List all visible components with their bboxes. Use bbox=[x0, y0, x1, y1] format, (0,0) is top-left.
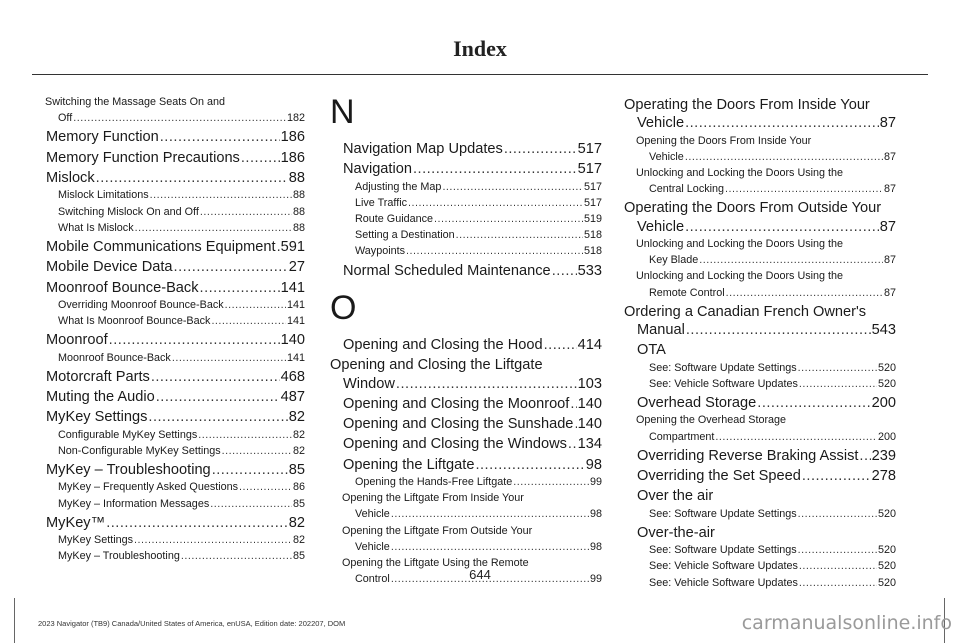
entry-text: MyKey – Troubleshooting bbox=[46, 462, 211, 478]
dot-leader bbox=[225, 297, 286, 313]
index-subentry[interactable] bbox=[624, 412, 896, 444]
index-subentry[interactable] bbox=[330, 227, 602, 243]
index-entry[interactable] bbox=[624, 394, 896, 412]
dot-leader bbox=[798, 360, 877, 376]
index-subentry[interactable] bbox=[624, 542, 896, 558]
entry-page-number[interactable]: 200 bbox=[877, 430, 896, 443]
index-subentry[interactable] bbox=[33, 187, 305, 203]
entry-text: Central Locking bbox=[649, 183, 725, 196]
index-subentry[interactable] bbox=[33, 496, 305, 512]
index-subentry[interactable] bbox=[330, 179, 602, 195]
index-subentry[interactable] bbox=[624, 376, 896, 392]
dot-leader bbox=[725, 181, 883, 197]
dot-leader bbox=[568, 435, 577, 453]
index-letter-heading: O bbox=[330, 288, 357, 327]
index-subentry[interactable] bbox=[33, 427, 305, 443]
page-number: 644 bbox=[469, 567, 491, 582]
dot-leader bbox=[570, 395, 576, 413]
index-entry[interactable] bbox=[330, 336, 602, 354]
entry-text-line: Opening and Closing the Liftgate bbox=[330, 357, 543, 374]
entry-text: Moonroof bbox=[46, 332, 108, 349]
dot-leader bbox=[442, 179, 583, 195]
index-entry[interactable] bbox=[33, 408, 305, 426]
entry-text: Moonroof Bounce-Back bbox=[46, 279, 199, 296]
entry-page-number[interactable]: 87 bbox=[883, 183, 896, 196]
entry-page-number[interactable]: 141 bbox=[286, 315, 305, 327]
index-entry[interactable] bbox=[624, 524, 896, 542]
dot-leader bbox=[552, 262, 577, 280]
entry-page-number[interactable]: 140 bbox=[577, 416, 602, 433]
entry-page-number[interactable]: 88 bbox=[288, 170, 305, 186]
index-subentry[interactable] bbox=[33, 313, 305, 329]
entry-page-number[interactable]: 520 bbox=[877, 544, 896, 557]
dot-leader bbox=[200, 204, 292, 220]
index-subentry[interactable] bbox=[330, 474, 602, 490]
entry-page-number[interactable]: 99 bbox=[589, 475, 602, 488]
entry-page-number[interactable]: 468 bbox=[280, 368, 305, 385]
entry-text: OTA bbox=[637, 342, 666, 359]
entry-page-number[interactable]: 82 bbox=[292, 534, 305, 546]
entry-text: Manual bbox=[637, 322, 685, 339]
entry-page-number[interactable]: 27 bbox=[288, 259, 305, 276]
entry-page-number[interactable]: 140 bbox=[577, 395, 602, 412]
entry-text: Overriding the Set Speed bbox=[637, 468, 801, 485]
entry-text: Opening and Closing the Hood bbox=[343, 336, 543, 353]
index-subentry[interactable] bbox=[330, 490, 602, 522]
entry-text: Muting the Audio bbox=[46, 389, 155, 405]
dot-leader bbox=[726, 285, 883, 301]
index-column-1 bbox=[33, 94, 305, 564]
index-entry[interactable] bbox=[624, 199, 896, 236]
title-divider bbox=[32, 74, 928, 75]
entry-text: MyKey Settings bbox=[58, 534, 134, 546]
dot-leader bbox=[685, 149, 883, 165]
entry-text: What Is Mislock bbox=[58, 221, 134, 234]
page-title: Index bbox=[453, 36, 507, 61]
entry-page-number[interactable]: 140 bbox=[280, 332, 305, 349]
entry-page-number[interactable]: 85 bbox=[288, 462, 305, 478]
index-entry[interactable] bbox=[33, 279, 305, 297]
entry-text: Live Traffic bbox=[355, 196, 408, 209]
index-subentry[interactable] bbox=[330, 211, 602, 227]
entry-text-line: Ordering a Canadian French Owner's bbox=[624, 303, 867, 320]
index-column-3 bbox=[624, 94, 896, 591]
entry-page-number[interactable]: 543 bbox=[871, 322, 896, 339]
index-entry[interactable] bbox=[330, 140, 602, 158]
entry-page-number[interactable]: 533 bbox=[577, 262, 602, 279]
entry-text: Overriding Reverse Braking Assist bbox=[637, 447, 859, 464]
index-entry[interactable] bbox=[330, 435, 602, 453]
entry-text: MyKey Settings bbox=[46, 409, 148, 426]
entry-text-line: Opening the Overhead Storage bbox=[636, 414, 787, 427]
index-subentry[interactable] bbox=[624, 133, 896, 165]
index-entry[interactable] bbox=[33, 149, 305, 167]
entry-page-number[interactable]: 520 bbox=[877, 576, 896, 589]
entry-text-line: Switching the Massage Seats On and bbox=[45, 96, 226, 108]
index-subentry[interactable] bbox=[330, 195, 602, 211]
entry-text: MyKey – Frequently Asked Questions bbox=[58, 481, 239, 494]
entry-text: See: Vehicle Software Updates bbox=[649, 560, 798, 573]
entry-page-number[interactable]: 520 bbox=[877, 361, 896, 374]
entry-page-number[interactable]: 520 bbox=[877, 560, 896, 573]
index-entry[interactable] bbox=[624, 303, 896, 340]
dot-leader bbox=[160, 128, 280, 146]
index-entry[interactable] bbox=[33, 258, 305, 276]
entry-page-number[interactable]: 87 bbox=[879, 115, 896, 132]
dot-leader bbox=[456, 227, 583, 243]
entry-text: Opening the Liftgate bbox=[343, 456, 475, 473]
dot-leader bbox=[211, 313, 286, 329]
dot-leader bbox=[239, 479, 292, 495]
dot-leader bbox=[135, 220, 292, 236]
index-entry[interactable] bbox=[33, 169, 305, 187]
entry-page-number[interactable]: 88 bbox=[292, 205, 305, 218]
dot-leader bbox=[798, 542, 877, 558]
entry-page-number[interactable]: 82 bbox=[292, 428, 305, 441]
entry-text-line: Opening the Liftgate From Outside Your bbox=[342, 524, 533, 537]
entry-text: Key Blade bbox=[649, 254, 699, 267]
entry-text: Mobile Device Data bbox=[46, 259, 173, 276]
entry-page-number[interactable]: 182 bbox=[286, 112, 305, 125]
entry-page-number[interactable]: 141 bbox=[286, 298, 305, 311]
dot-leader bbox=[686, 321, 871, 339]
index-entry[interactable] bbox=[624, 447, 896, 465]
entry-text-line: Operating the Doors From Outside Your bbox=[624, 200, 882, 217]
watermark-logo: carmanualsonline.info bbox=[741, 612, 952, 634]
dot-leader bbox=[150, 187, 292, 203]
index-subentry[interactable] bbox=[33, 548, 305, 564]
entry-text: Remote Control bbox=[649, 286, 725, 299]
entry-page-number[interactable]: 518 bbox=[583, 229, 602, 242]
dot-leader bbox=[200, 279, 280, 297]
entry-text: Vehicle bbox=[637, 218, 685, 235]
dot-leader bbox=[134, 532, 292, 548]
entry-text-line: Unlocking and Locking the Doors Using the bbox=[636, 270, 844, 283]
index-entry[interactable] bbox=[330, 395, 602, 413]
entry-text: Mislock bbox=[46, 170, 95, 186]
index-subentry[interactable] bbox=[33, 297, 305, 313]
index-entry[interactable] bbox=[33, 461, 305, 479]
dot-leader bbox=[151, 368, 280, 386]
entry-page-number[interactable]: 87 bbox=[883, 286, 896, 299]
entry-text: Navigation Map Updates bbox=[343, 141, 503, 157]
entry-text: What Is Moonroof Bounce-Back bbox=[58, 315, 211, 327]
dot-leader bbox=[73, 110, 286, 126]
index-entry[interactable] bbox=[33, 388, 305, 406]
entry-page-number[interactable]: 517 bbox=[577, 161, 602, 178]
entry-text: Opening and Closing the Sunshade bbox=[343, 416, 574, 433]
dot-leader bbox=[148, 408, 287, 426]
index-entry[interactable] bbox=[33, 331, 305, 349]
dot-leader bbox=[406, 243, 583, 259]
entry-text: Moonroof Bounce-Back bbox=[58, 351, 171, 364]
entry-text: Memory Function Precautions bbox=[46, 149, 240, 166]
entry-text: Mobile Communications Equipment bbox=[46, 238, 276, 255]
entry-page-number[interactable]: 517 bbox=[583, 196, 602, 209]
entry-text: Motorcraft Parts bbox=[46, 368, 150, 385]
dot-leader bbox=[802, 467, 871, 485]
dot-leader bbox=[685, 114, 879, 132]
entry-text: Opening the Hands-Free Liftgate bbox=[355, 475, 513, 488]
dot-leader bbox=[210, 496, 292, 512]
entry-text: Opening and Closing the Windows bbox=[343, 436, 567, 453]
entry-page-number[interactable]: 98 bbox=[589, 508, 602, 521]
dot-leader bbox=[277, 238, 280, 256]
entry-page-number[interactable]: 519 bbox=[583, 213, 602, 225]
index-entry[interactable] bbox=[330, 262, 602, 280]
index-entry[interactable] bbox=[330, 356, 602, 393]
dot-leader bbox=[181, 548, 292, 564]
entry-text-line: Unlocking and Locking the Doors Using the bbox=[636, 167, 844, 179]
index-subentry[interactable] bbox=[330, 523, 602, 555]
entry-text: Window bbox=[343, 375, 395, 392]
entry-page-number[interactable]: 517 bbox=[577, 141, 602, 157]
dot-leader bbox=[504, 140, 577, 158]
entry-text: Opening and Closing the Moonroof bbox=[343, 395, 570, 412]
index-letter-heading: N bbox=[330, 93, 355, 131]
entry-page-number[interactable]: 518 bbox=[583, 245, 602, 258]
dot-leader bbox=[757, 394, 870, 412]
entry-page-number[interactable]: 186 bbox=[280, 129, 305, 146]
index-entry[interactable] bbox=[33, 514, 305, 532]
index-entry[interactable] bbox=[33, 368, 305, 386]
index-subentry[interactable] bbox=[33, 94, 305, 126]
entry-page-number[interactable]: 591 bbox=[280, 238, 305, 255]
dot-leader bbox=[544, 336, 577, 354]
entry-page-number[interactable]: 87 bbox=[883, 150, 896, 163]
entry-page-number[interactable]: 200 bbox=[871, 395, 896, 412]
entry-page-number[interactable]: 134 bbox=[577, 436, 602, 453]
entry-text: MyKey – Information Messages bbox=[58, 497, 210, 510]
dot-leader bbox=[109, 331, 280, 349]
entry-page-number[interactable]: 103 bbox=[577, 375, 602, 392]
entry-text: Vehicle bbox=[355, 540, 390, 553]
dot-leader bbox=[413, 160, 577, 178]
entry-text: MyKey – Troubleshooting bbox=[58, 550, 180, 563]
index-entry[interactable] bbox=[624, 341, 896, 359]
dot-leader bbox=[96, 169, 288, 187]
entry-page-number[interactable]: 88 bbox=[292, 221, 305, 234]
entry-text: Overhead Storage bbox=[637, 395, 757, 412]
entry-text-line: Unlocking and Locking the Doors Using the bbox=[636, 238, 844, 250]
entry-text: Control bbox=[355, 573, 390, 586]
index-entry[interactable] bbox=[33, 128, 305, 146]
entry-text: Overriding Moonroof Bounce-Back bbox=[58, 298, 224, 311]
index-entry[interactable] bbox=[330, 456, 602, 474]
entry-text: Configurable MyKey Settings bbox=[58, 428, 198, 441]
dot-leader bbox=[685, 218, 879, 236]
entry-page-number[interactable]: 278 bbox=[871, 468, 896, 485]
entry-page-number[interactable]: 141 bbox=[280, 279, 305, 296]
entry-page-number[interactable]: 186 bbox=[280, 149, 305, 166]
dot-leader bbox=[106, 514, 288, 532]
index-subentry[interactable] bbox=[330, 243, 602, 259]
entry-page-number[interactable]: 141 bbox=[286, 351, 305, 364]
entry-page-number[interactable]: 82 bbox=[288, 514, 305, 531]
entry-text: Adjusting the Map bbox=[355, 180, 442, 193]
entry-page-number[interactable]: 88 bbox=[292, 189, 305, 202]
index-subentry[interactable] bbox=[624, 236, 896, 268]
index-subentry[interactable] bbox=[624, 268, 896, 300]
dot-leader bbox=[408, 195, 583, 211]
entry-text: Route Guidance bbox=[355, 213, 434, 225]
entry-text-line: Operating the Doors From Inside Your bbox=[624, 97, 870, 113]
dot-leader bbox=[434, 211, 583, 227]
edition-footer: 2023 Navigator (TB9) Canada/United States of America, enUSA, Edition date: 202207, DOM bbox=[38, 619, 346, 628]
dot-leader bbox=[198, 427, 292, 443]
dot-leader bbox=[574, 415, 576, 433]
entry-text: MyKey™ bbox=[46, 514, 106, 531]
dot-leader bbox=[859, 447, 870, 465]
dot-leader bbox=[391, 506, 589, 522]
dot-leader bbox=[172, 350, 286, 366]
entry-page-number[interactable]: 87 bbox=[879, 218, 896, 235]
dot-leader bbox=[798, 506, 877, 522]
crop-mark-left bbox=[14, 598, 15, 643]
index-subentry[interactable] bbox=[624, 506, 896, 522]
entry-page-number[interactable]: 99 bbox=[589, 573, 602, 586]
entry-text: Vehicle bbox=[649, 150, 684, 163]
entry-text: Memory Function bbox=[46, 129, 159, 146]
entry-text-line: Opening the Liftgate Using the Remote bbox=[342, 557, 529, 569]
entry-page-number[interactable]: 239 bbox=[871, 447, 896, 464]
dot-leader bbox=[475, 456, 584, 474]
entry-page-number[interactable]: 86 bbox=[292, 481, 305, 494]
entry-page-number[interactable]: 85 bbox=[292, 497, 305, 510]
entry-text: Compartment bbox=[649, 430, 715, 443]
entry-page-number[interactable]: 517 bbox=[583, 180, 602, 193]
entry-page-number[interactable]: 87 bbox=[883, 254, 896, 267]
dot-leader bbox=[241, 149, 280, 167]
index-subentry[interactable] bbox=[33, 443, 305, 459]
entry-text: Vehicle bbox=[355, 508, 390, 521]
index-entry[interactable] bbox=[624, 96, 896, 133]
entry-text: See: Software Update Settings bbox=[649, 507, 797, 520]
index-subentry[interactable] bbox=[33, 532, 305, 548]
entry-text: See: Vehicle Software Updates bbox=[649, 377, 798, 390]
entry-text: Vehicle bbox=[637, 115, 685, 132]
index-entry[interactable] bbox=[33, 238, 305, 256]
dot-leader bbox=[222, 443, 292, 459]
entry-page-number[interactable]: 520 bbox=[877, 507, 896, 520]
dot-leader bbox=[174, 258, 288, 276]
entry-text: See: Software Update Settings bbox=[649, 544, 797, 557]
index-subentry[interactable] bbox=[33, 204, 305, 220]
entry-text: Switching Mislock On and Off bbox=[58, 205, 199, 218]
index-subentry[interactable] bbox=[33, 479, 305, 495]
index-entry[interactable] bbox=[330, 415, 602, 433]
index-column-2 bbox=[330, 94, 602, 587]
entry-text: Normal Scheduled Maintenance bbox=[343, 262, 551, 279]
entry-page-number[interactable]: 487 bbox=[280, 389, 305, 405]
entry-text-line: Opening the Doors From Inside Your bbox=[636, 134, 812, 147]
entry-text: Setting a Destination bbox=[355, 229, 455, 242]
entry-page-number[interactable]: 85 bbox=[292, 550, 305, 563]
entry-text: Waypoints bbox=[355, 245, 406, 258]
index-entry[interactable] bbox=[624, 467, 896, 485]
entry-text: See: Vehicle Software Updates bbox=[649, 576, 798, 589]
index-subentry[interactable] bbox=[33, 220, 305, 236]
index-subentry[interactable] bbox=[624, 360, 896, 376]
index-entry[interactable] bbox=[330, 160, 602, 178]
dot-leader bbox=[699, 252, 883, 268]
entry-text-line: Opening the Liftgate From Inside Your bbox=[342, 492, 524, 505]
dot-leader bbox=[156, 388, 280, 406]
dot-leader bbox=[513, 474, 589, 490]
entry-page-number[interactable]: 98 bbox=[585, 456, 602, 473]
index-subentry[interactable] bbox=[624, 165, 896, 197]
index-entry[interactable] bbox=[624, 487, 896, 505]
dot-leader bbox=[715, 429, 877, 445]
dot-leader bbox=[799, 376, 877, 392]
dot-leader bbox=[212, 461, 288, 479]
entry-page-number[interactable]: 520 bbox=[877, 377, 896, 390]
entry-page-number[interactable]: 98 bbox=[589, 540, 602, 553]
entry-text: Off bbox=[58, 112, 73, 125]
entry-text: Over the air bbox=[637, 488, 714, 505]
index-subentry[interactable] bbox=[33, 350, 305, 366]
entry-text: See: Software Update Settings bbox=[649, 361, 797, 374]
entry-text: Mislock Limitations bbox=[58, 189, 149, 202]
entry-page-number[interactable]: 414 bbox=[577, 336, 602, 353]
entry-page-number[interactable]: 82 bbox=[292, 444, 305, 457]
entry-text: Navigation bbox=[343, 161, 412, 178]
dot-leader bbox=[396, 375, 577, 393]
dot-leader bbox=[391, 539, 589, 555]
entry-text: Over-the-air bbox=[637, 524, 715, 541]
entry-text: Non-Configurable MyKey Settings bbox=[58, 444, 221, 457]
entry-page-number[interactable]: 82 bbox=[288, 409, 305, 426]
